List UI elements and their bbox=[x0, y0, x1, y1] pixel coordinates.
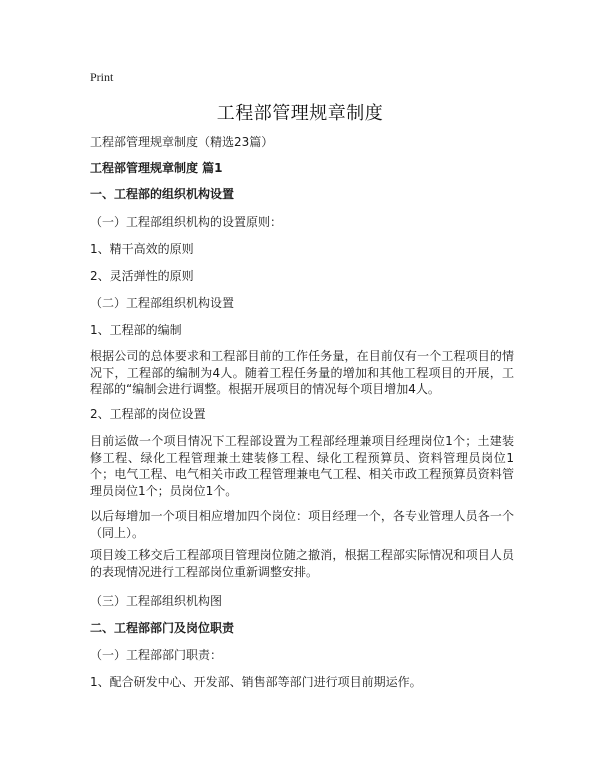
list-item: 1、工程部的编制 bbox=[90, 323, 182, 337]
list-item: 2、灵活弹性的原则 bbox=[90, 269, 194, 283]
section-title: 工程部管理规章制度 篇1 bbox=[90, 161, 223, 175]
list-item: （一）工程部部门职责： bbox=[90, 648, 223, 662]
paragraph: 以后每增加一个项目相应增加四个岗位：项目经理一个，各专业管理人员各一个（同上）。 bbox=[90, 509, 514, 540]
heading-responsibilities: 二、工程部部门及岗位职责 bbox=[90, 621, 235, 635]
paragraph: 目前运做一个项目情况下工程部设置为工程部经理兼项目经理岗位1个；土建装修工程、绿化工程管理兼土建装修工程、绿化工程预算员、资料管理员岗位1个；电气工程、电气相关市政工程管理兼电气工程、相关市政工程预算员资料管理员岗位1个；员岗位1个。 bbox=[90, 434, 514, 498]
list-item: 2、工程部的岗位设置 bbox=[90, 407, 206, 421]
list-item: （三）工程部组织机构图 bbox=[90, 594, 223, 608]
paragraph: 项目竣工移交后工程部项目管理岗位随之撤消，根据工程部实际情况和项目人员的表现情况进行工程部岗位重新调整安排。 bbox=[90, 548, 514, 579]
page-title: 工程部管理规章制度 bbox=[216, 103, 384, 124]
list-item: （二）工程部组织机构设置 bbox=[90, 296, 235, 310]
heading-organization: 一、工程部的组织机构设置 bbox=[90, 187, 235, 201]
list-item: 1、精干高效的原则 bbox=[90, 242, 194, 256]
document-subtitle: 工程部管理规章制度（精选23篇） bbox=[90, 135, 274, 149]
list-item: 1、配合研发中心、开发部、销售部等部门进行项目前期运作。 bbox=[90, 675, 422, 689]
list-item: （一）工程部组织机构的设置原则： bbox=[90, 215, 283, 229]
print-label[interactable]: Print bbox=[90, 70, 114, 84]
paragraph: 根据公司的总体要求和工程部目前的工作任务量，在目前仅有一个工程项目的情况下，工程部的编制为4人。随着工程任务量的增加和其他工程项目的开展，工程部的“编制会进行调整。根据开展项目的情况每个项目增加4人。 bbox=[90, 349, 514, 396]
